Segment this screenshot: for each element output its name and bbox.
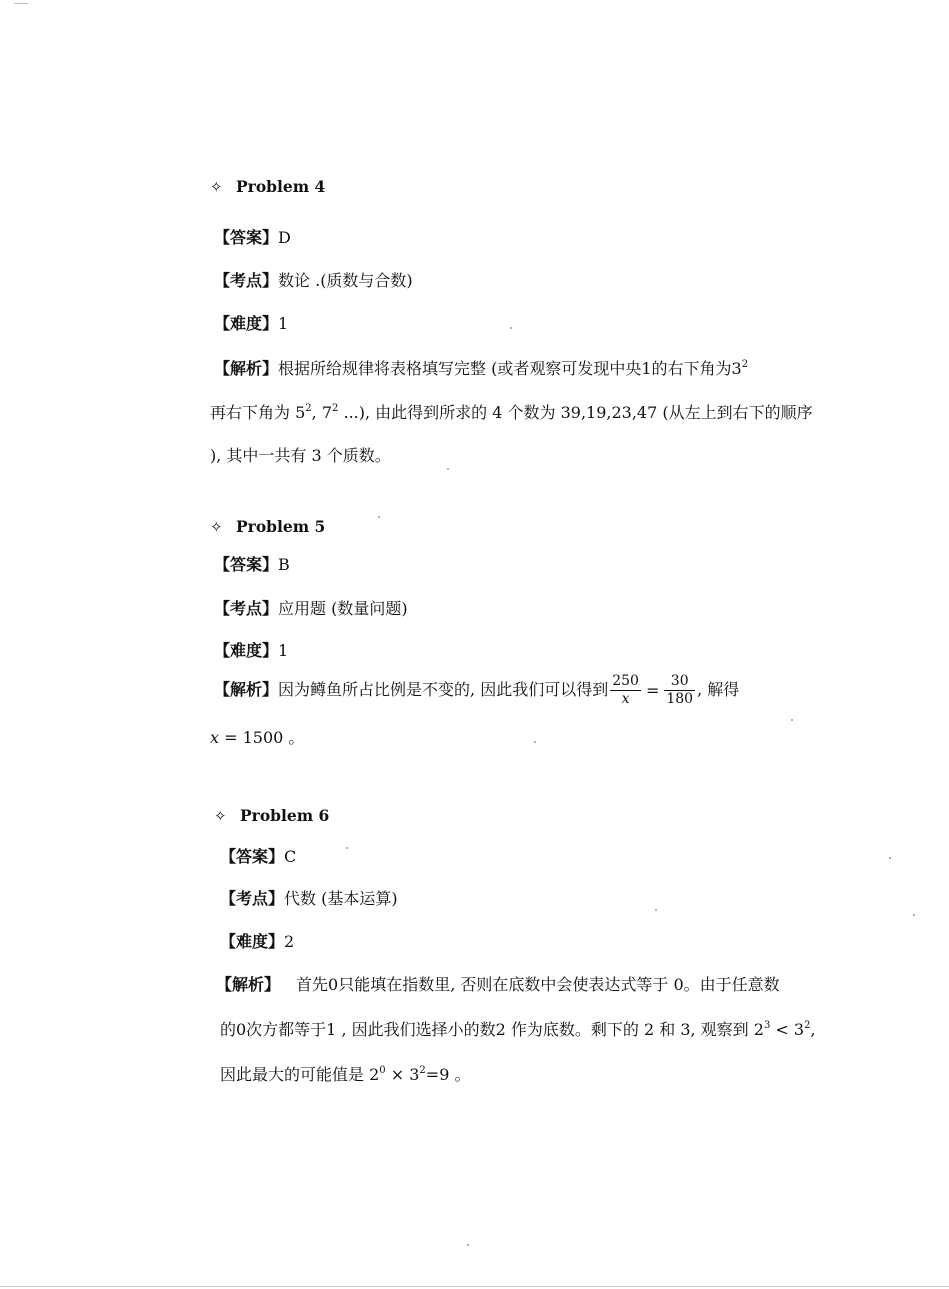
exponent: 2 bbox=[804, 1019, 811, 1031]
analysis-text: ), 其中一共有 3 个质数。 bbox=[210, 446, 391, 465]
difficulty-value: 1 bbox=[278, 314, 289, 333]
problem-5-analysis-line-1 bbox=[214, 672, 739, 709]
problem-5-topic bbox=[214, 599, 408, 619]
problem-6-analysis-line-3 bbox=[220, 1065, 470, 1085]
answer-label: 【答案】 bbox=[214, 228, 279, 247]
scan-speck bbox=[346, 847, 348, 849]
variable-x: x bbox=[210, 728, 220, 747]
analysis-text: , 7 bbox=[311, 403, 333, 422]
difficulty-value: 2 bbox=[284, 932, 295, 951]
analysis-text: , bbox=[810, 1020, 816, 1039]
problem-title: Problem 6 bbox=[240, 806, 330, 825]
analysis-text: × 3 bbox=[385, 1065, 420, 1084]
analysis-text: 首先0只能填在指数里, 否则在底数中会使表达式等于 0。由于任意数 bbox=[296, 975, 780, 994]
problem-4-topic bbox=[214, 271, 413, 291]
problem-4-analysis-line-1 bbox=[214, 359, 748, 379]
problem-6-analysis-line-1 bbox=[216, 975, 780, 995]
fraction-denominator: 180 bbox=[666, 691, 694, 707]
scan-speck bbox=[378, 516, 380, 518]
scan-speck bbox=[889, 857, 891, 859]
topic-label: 【考点】 bbox=[214, 599, 279, 618]
problem-6-analysis-line-2 bbox=[220, 1020, 816, 1040]
exponent: 0 bbox=[379, 1064, 386, 1076]
exponent: 3 bbox=[763, 1019, 771, 1031]
exponent: 2 bbox=[741, 358, 749, 370]
answer-value: B bbox=[278, 555, 290, 574]
analysis-text: , 解得 bbox=[697, 680, 740, 699]
answer-value: D bbox=[278, 228, 291, 247]
difficulty-label: 【难度】 bbox=[214, 314, 279, 333]
problem-5-analysis-line-2 bbox=[210, 728, 304, 748]
difficulty-value: 1 bbox=[278, 641, 289, 660]
problem-4-analysis-line-3 bbox=[210, 446, 391, 466]
topic-label: 【考点】 bbox=[214, 271, 279, 290]
page-top-edge bbox=[0, 0, 949, 6]
diamond-bullet-icon: ✧ bbox=[210, 518, 223, 536]
scan-speck bbox=[447, 468, 449, 470]
fraction-denominator: x bbox=[621, 691, 630, 707]
topic-label: 【考点】 bbox=[220, 889, 285, 908]
exponent: 2 bbox=[305, 402, 312, 414]
analysis-text: 根据所给规律将表格填写完整 (或者观察可发现中央1的右下角为3 bbox=[278, 359, 742, 378]
answer-label: 【答案】 bbox=[220, 847, 285, 866]
answer-label: 【答案】 bbox=[214, 555, 279, 574]
problem-5-difficulty bbox=[214, 641, 288, 661]
problem-6-answer bbox=[220, 847, 296, 867]
problem-4-analysis-line-2 bbox=[210, 403, 813, 423]
problem-6-topic bbox=[220, 889, 398, 909]
scan-speck bbox=[534, 741, 536, 743]
problem-4-answer bbox=[214, 228, 291, 248]
analysis-text: =9 。 bbox=[425, 1065, 471, 1084]
problem-5-answer bbox=[214, 555, 290, 575]
analysis-text: ...), 由此得到所求的 4 个数为 39,19,23,47 (从左上到右下的顺序 bbox=[338, 403, 813, 422]
analysis-label: 【解析】 bbox=[214, 359, 279, 378]
diamond-bullet-icon: ✧ bbox=[214, 807, 227, 825]
topic-value: 数论 .(质数与合数) bbox=[278, 271, 413, 290]
exponent: 2 bbox=[419, 1064, 426, 1076]
topic-value: 应用题 (数量问题) bbox=[278, 599, 408, 618]
difficulty-label: 【难度】 bbox=[214, 641, 279, 660]
analysis-text: < 3 bbox=[770, 1020, 805, 1039]
diamond-bullet-icon: ✧ bbox=[210, 178, 223, 196]
analysis-text: 再右下角为 5 bbox=[210, 403, 306, 422]
fraction-numerator: 30 bbox=[664, 673, 695, 691]
page-bottom-edge bbox=[0, 1286, 949, 1287]
scan-speck bbox=[791, 719, 793, 721]
fraction-250-over-x bbox=[610, 673, 641, 708]
problem-6-difficulty bbox=[220, 932, 294, 952]
topic-value: 代数 (基本运算) bbox=[284, 889, 398, 908]
scan-speck bbox=[510, 327, 512, 329]
analysis-text: = 1500 。 bbox=[219, 728, 305, 747]
problem-4-heading bbox=[210, 177, 325, 197]
fraction-30-over-180 bbox=[664, 673, 695, 708]
equals-sign: = bbox=[645, 680, 660, 700]
exponent: 2 bbox=[332, 402, 339, 414]
problem-4-difficulty bbox=[214, 314, 288, 334]
analysis-text: 的0次方都等于1 , 因此我们选择小的数2 作为底数。剩下的 2 和 3, 观察到 2 bbox=[220, 1020, 764, 1039]
scan-speck bbox=[467, 1244, 469, 1246]
problem-title: Problem 5 bbox=[236, 517, 326, 536]
analysis-label: 【解析】 bbox=[216, 975, 281, 994]
difficulty-label: 【难度】 bbox=[220, 932, 285, 951]
problem-title: Problem 4 bbox=[236, 177, 326, 196]
analysis-label: 【解析】 bbox=[214, 680, 279, 699]
scan-speck bbox=[913, 914, 915, 916]
fraction-numerator: 250 bbox=[612, 673, 639, 689]
problem-5-heading bbox=[210, 517, 325, 537]
analysis-text: 因此最大的可能值是 2 bbox=[220, 1065, 380, 1084]
scan-speck bbox=[655, 909, 657, 911]
analysis-text: 因为鳟鱼所占比例是不变的, 因此我们可以得到 bbox=[278, 680, 609, 699]
answer-value: C bbox=[284, 847, 297, 866]
problem-6-heading bbox=[214, 806, 329, 826]
